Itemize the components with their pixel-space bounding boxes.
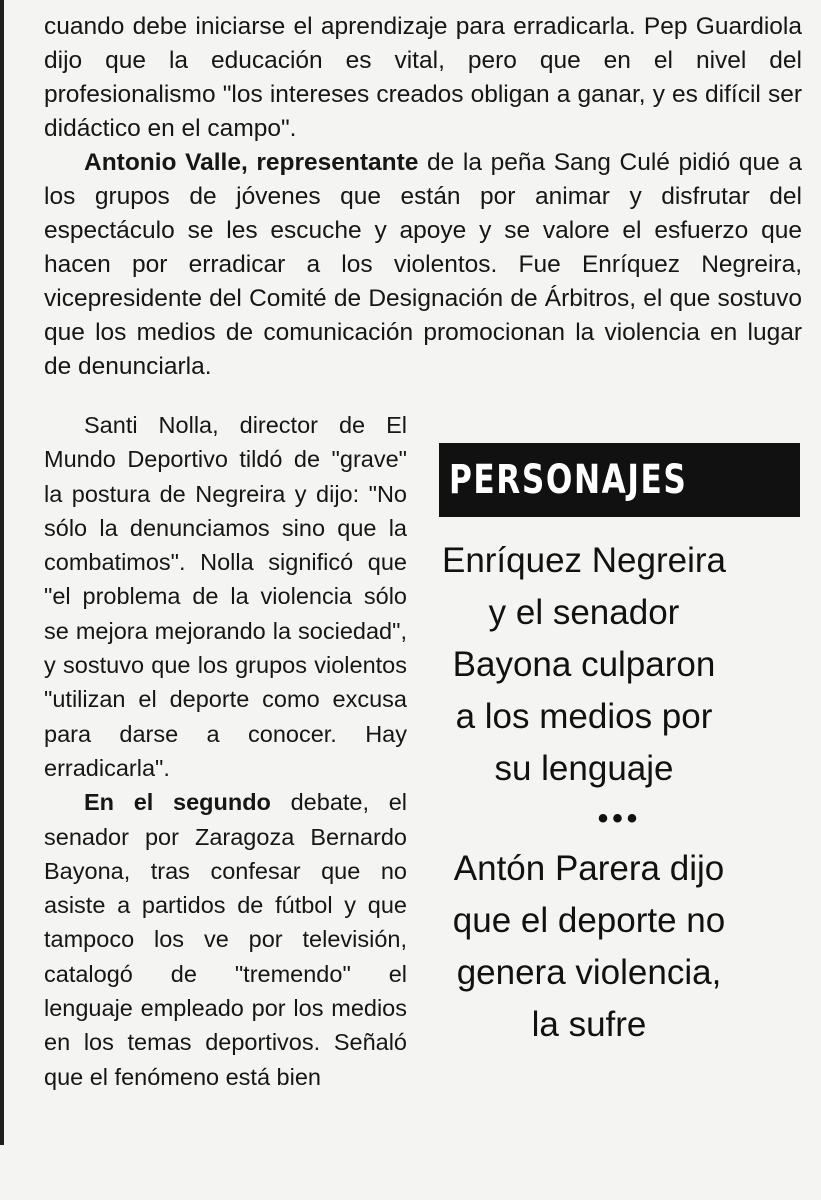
column-rule bbox=[0, 0, 4, 1145]
article-narrow-column bbox=[44, 408, 407, 1094]
paragraph bbox=[44, 408, 407, 785]
paragraph-text: de la peña Sang Culé pidió que a los grupos de jóvenes que están por animar y disfrutar del espectáculo se les escuche y apoye y se valore el esfuerzo que hacen por erradicar a los violentos. Fue Enríquez Negreira, vicepresidente del Comité de Designación de Árbitros, el que sostuvo que los medios de comunicación promocionan la violencia en lugar de denunciarla. bbox=[44, 149, 802, 380]
sidebar-header bbox=[439, 443, 800, 517]
article-wide-column bbox=[44, 10, 802, 384]
paragraph bbox=[44, 785, 407, 1094]
paragraph-text: cuando debe iniciarse el aprendizaje para erradicarla. Pep Guardiola dijo que la educación es vital, pero que en el nivel del profesionalismo "los intereses creados obligan a ganar, y es difícil ser didáctico en el campo". bbox=[44, 13, 802, 142]
paragraph-lead: En el segundo bbox=[84, 789, 271, 816]
paragraph-text: Santi Nolla, director de El Mundo Deportivo tildó de "grave" la postura de Negreira y dijo: "No sólo la denunciamos sino que la combatimos". Nolla significó que "el problema de la violencia sólo se mejora mejorando la sociedad", y sostuvo que los grupos violentos "utilizan el deporte como excusa para darse a conocer. Hay erradicarla". bbox=[44, 412, 407, 781]
pull-quote-1: Enríquez Negreira y el senador Bayona culparon a los medios por su lenguaje bbox=[441, 541, 727, 788]
paragraph bbox=[44, 10, 802, 146]
paragraph-text: debate, el senador por Zaragoza Bernardo Bayona, tras confesar que no asiste a partidos de fútbol y que tampoco los ve por televisión, catalogó de "tremendo" el lenguaje empleado por los medios en los temas deportivos. Señaló que el fenómeno está bien bbox=[44, 789, 407, 1090]
sidebar-quotes bbox=[439, 535, 800, 1051]
quote-separator: ••• bbox=[597, 802, 642, 835]
paragraph bbox=[44, 146, 802, 384]
pull-quote-2: Antón Parera dijo que el deporte no genera violencia, la sufre bbox=[452, 849, 726, 1044]
sidebar-header-text: PERSONAJES bbox=[449, 457, 688, 503]
paragraph-lead: Antonio Valle, representante bbox=[84, 149, 419, 176]
